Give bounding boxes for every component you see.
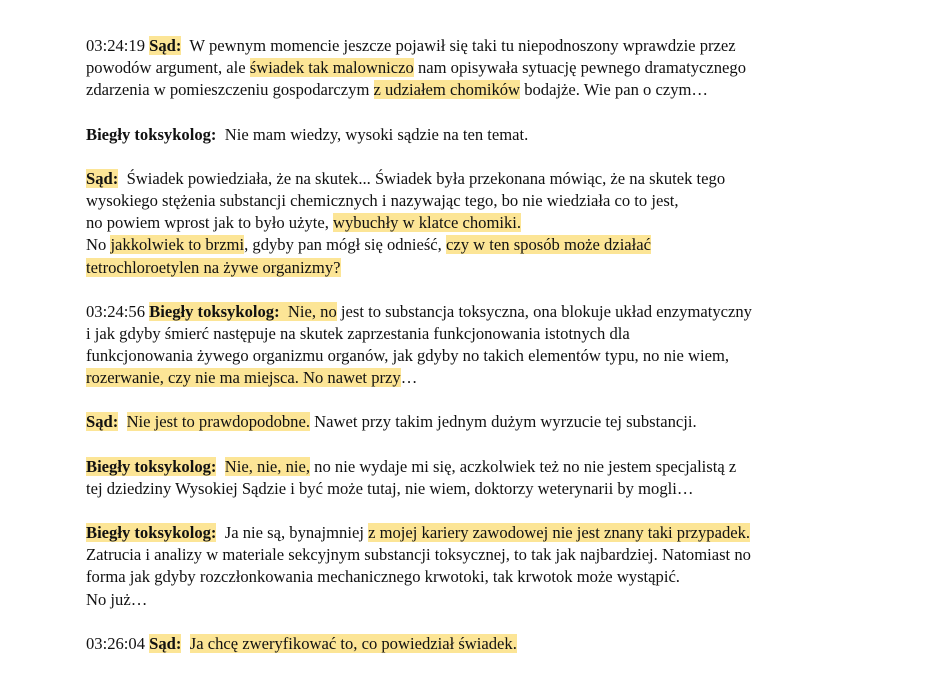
transcript-line [86,522,886,544]
speaker-label: Biegły toksykolog: [86,523,217,542]
transcript-line [86,234,886,256]
transcript-document [86,35,886,677]
speaker-label: Sąd: [149,36,182,55]
transcript-paragraph [86,301,886,390]
text-segment: bodajże. Wie pan o czym… [520,80,708,100]
transcript-paragraph [86,168,886,279]
text-segment: Nie mam wiedzy, wysoki sądzie na ten temat. [216,124,529,144]
highlighted-text: wybuchły w klatce chomiki. [333,213,522,233]
speaker-label: Sąd: [86,412,119,432]
transcript-paragraph [86,124,886,146]
text-segment: powodów argument, ale [86,58,250,78]
text-segment [118,412,126,431]
text-segment: funkcjonowania żywego organizmu organów, jak gdyby no takich elementów typu, no nie wiem, [86,346,730,366]
text-segment: i jak gdyby śmierć następuje na skutek zaprzestania funkcjonowania istotnych dla [86,323,630,343]
text-segment: no nie wydaje mi się, aczkolwiek też no nie jestem specjalistą z [310,456,737,476]
speaker-label: Sąd: [149,633,182,653]
transcript-paragraph [86,411,886,433]
transcript-line [86,57,886,79]
transcript-line [86,190,886,212]
transcript-line [86,456,886,478]
highlighted-text: rozerwanie, czy nie ma miejsca. No nawet przy [86,368,401,388]
transcript-paragraph [86,456,886,500]
transcript-line [86,478,886,500]
transcript-paragraph [86,35,886,102]
text-segment [216,457,224,476]
text-segment: No już… [86,589,148,609]
highlighted-text: świadek tak malowniczo [249,58,414,78]
highlighted-text: czy w ten sposób może działać [445,235,652,255]
text-segment: Nawet przy takim jednym dużym wyrzucie tej substancji. [310,412,697,432]
transcript-line [86,411,886,433]
transcript-line [86,589,886,611]
transcript-line [86,257,886,279]
timestamp: 03:24:19 [86,36,150,55]
highlighted-text: Ja chcę zweryfikować to, co powiedział świadek. [189,633,517,653]
transcript-line [86,168,886,190]
text-segment: jest to substancja toksyczna, ona blokuje układ enzymatyczny [336,301,752,321]
text-segment: … [400,368,418,388]
transcript-paragraph [86,522,886,611]
transcript-line [86,35,886,57]
text-segment: No [86,235,111,255]
text-segment: forma jak gdyby rozczłonkowania mechanicznego krwotoki, tak krwotok może wystąpić. [86,567,680,587]
transcript-line [86,212,886,234]
text-segment: wysokiego stężenia substancji chemicznych i nazywając tego, bo nie wiedziała co to jest, [86,190,679,210]
text-segment: zdarzenia w pomieszczeniu gospodarczym [86,80,374,100]
speaker-label: Sąd: [86,168,119,188]
transcript-line [86,323,886,345]
text-segment: nam opisywała sytuację pewnego dramatycznego [413,58,747,78]
transcript-line [86,566,886,588]
text-segment: W pewnym momencie jeszcze pojawił się taki tu niepodnoszony wprawdzie przez [181,36,736,55]
text-segment: no powiem wprost jak to było użyte, [86,213,334,233]
speaker-label: Biegły toksykolog: [149,301,280,321]
timestamp: 03:26:04 [86,633,150,653]
speaker-label: Biegły toksykolog: [86,124,217,144]
text-segment [181,634,189,653]
transcript-paragraph [86,633,886,655]
highlighted-text: jakkolwiek to brzmi [110,235,245,255]
transcript-line [86,79,886,101]
transcript-line [86,367,886,389]
highlighted-text: Nie jest to prawdopodobne. [126,412,310,432]
transcript-line [86,124,886,146]
transcript-line [86,633,886,655]
text-segment: Ja nie są, bynajmniej [216,523,369,542]
transcript-line [86,544,886,566]
highlighted-text: Nie, no [279,301,337,321]
highlighted-text: Nie, nie, nie, [224,456,311,476]
text-segment: tej dziedziny Wysokiej Sądzie i być może tutaj, nie wiem, doktorzy weterynarii by mogli… [86,478,694,498]
highlighted-text: tetrochloroetylen na żywe organizmy? [86,257,341,277]
transcript-line [86,345,886,367]
text-segment: Zatrucia i analizy w materiale sekcyjnym substancji toksycznej, to tak jak najbardziej. Natomiast no [86,545,751,565]
timestamp: 03:24:56 [86,301,150,321]
speaker-label: Biegły toksykolog: [86,456,217,476]
text-segment: Świadek powiedziała, że na skutek... Świadek była przekonana mówiąc, że na skutek tego [118,168,726,188]
transcript-line [86,301,886,323]
highlighted-text: z mojej kariery zawodowej nie jest znany taki przypadek. [368,523,751,542]
text-segment: , gdyby pan mógł się odnieść, [244,235,446,255]
highlighted-text: z udziałem chomików [373,80,521,100]
